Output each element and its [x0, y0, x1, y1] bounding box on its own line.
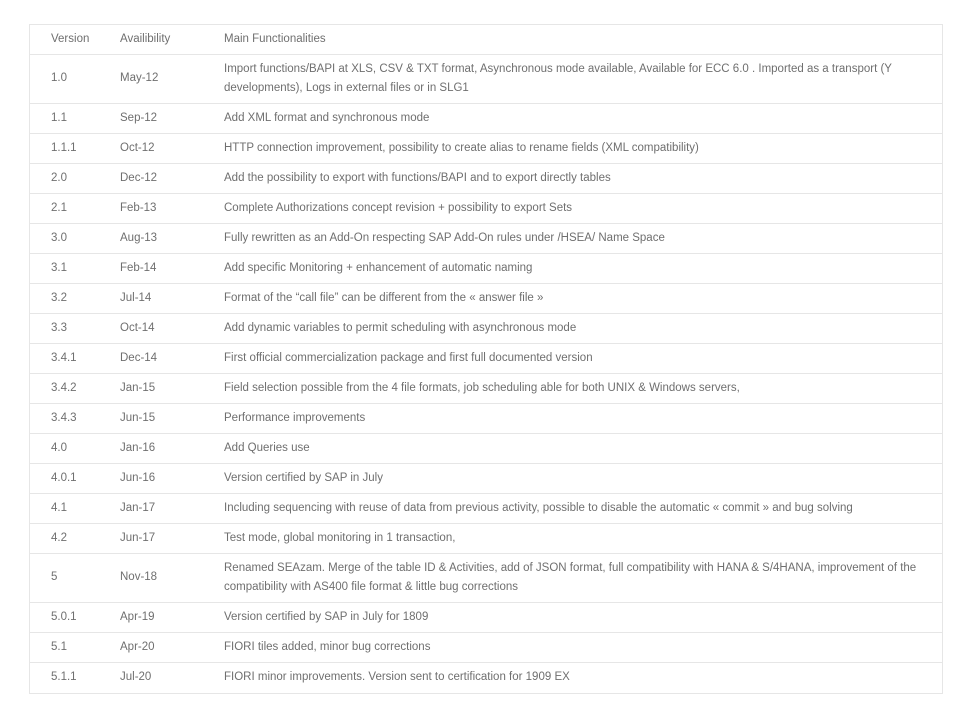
- header-availability: Availibility: [120, 32, 171, 45]
- cell-description: Add Queries use: [224, 434, 942, 464]
- table-row: [30, 404, 942, 434]
- cell-version: 5.1: [30, 633, 120, 663]
- header-version: Version: [51, 32, 90, 45]
- cell-description: Complete Authorizations concept revision + possibility to export Sets: [224, 194, 942, 224]
- cell-version: 3.1: [30, 254, 120, 284]
- cell-version: 5.1.1: [30, 663, 120, 693]
- table-row: [30, 603, 942, 633]
- cell-description: FIORI minor improvements. Version sent to certification for 1909 EX: [224, 663, 942, 693]
- cell-date: Apr-20: [120, 633, 224, 663]
- cell-description: Performance improvements: [224, 404, 942, 434]
- version-history-table: [29, 24, 943, 694]
- cell-date: Oct-12: [120, 134, 224, 164]
- table-row: [30, 554, 942, 603]
- cell-date: Jan-15: [120, 374, 224, 404]
- table-row: [30, 104, 942, 134]
- cell-version: 4.0: [30, 434, 120, 464]
- cell-date: Dec-14: [120, 344, 224, 374]
- cell-version: 2.0: [30, 164, 120, 194]
- cell-version: 1.1: [30, 104, 120, 134]
- cell-version: 5.0.1: [30, 603, 120, 633]
- cell-description: Add dynamic variables to permit scheduling with asynchronous mode: [224, 314, 942, 344]
- cell-date: Nov-18: [120, 554, 224, 603]
- cell-description: First official commercialization package and first full documented version: [224, 344, 942, 374]
- cell-date: Jun-15: [120, 404, 224, 434]
- table-row: [30, 374, 942, 404]
- table-body: [30, 55, 942, 693]
- cell-description: Format of the “call file” can be different from the « answer file »: [224, 284, 942, 314]
- header-functionalities: Main Functionalities: [224, 32, 326, 45]
- cell-description: Import functions/BAPI at XLS, CSV & TXT format, Asynchronous mode available, Available for ECC 6.0 . Imported as a transport (Y developments), Logs in external files or in SLG1: [224, 55, 942, 104]
- cell-date: Feb-13: [120, 194, 224, 224]
- table-row: [30, 194, 942, 224]
- cell-description: Version certified by SAP in July for 1809: [224, 603, 942, 633]
- cell-date: Dec-12: [120, 164, 224, 194]
- table-row: [30, 254, 942, 284]
- cell-description: Add the possibility to export with functions/BAPI and to export directly tables: [224, 164, 942, 194]
- cell-version: 3.0: [30, 224, 120, 254]
- cell-version: 1.0: [30, 55, 120, 104]
- table-row: [30, 224, 942, 254]
- cell-version: 4.1: [30, 494, 120, 524]
- table-row: [30, 494, 942, 524]
- cell-version: 3.4.2: [30, 374, 120, 404]
- cell-description: HTTP connection improvement, possibility to create alias to rename fields (XML compatibility): [224, 134, 942, 164]
- table-row: [30, 314, 942, 344]
- table: [30, 25, 942, 693]
- cell-version: 5: [30, 554, 120, 603]
- cell-description: Test mode, global monitoring in 1 transaction,: [224, 524, 942, 554]
- table-row: [30, 663, 942, 693]
- cell-version: 1.1.1: [30, 134, 120, 164]
- cell-date: Oct-14: [120, 314, 224, 344]
- cell-version: 3.3: [30, 314, 120, 344]
- cell-date: Jan-16: [120, 434, 224, 464]
- cell-description: FIORI tiles added, minor bug corrections: [224, 633, 942, 663]
- table-row: [30, 284, 942, 314]
- table-row: [30, 464, 942, 494]
- cell-version: 3.2: [30, 284, 120, 314]
- cell-date: Jan-17: [120, 494, 224, 524]
- cell-date: Feb-14: [120, 254, 224, 284]
- cell-version: 4.0.1: [30, 464, 120, 494]
- table-row: [30, 134, 942, 164]
- cell-description: Including sequencing with reuse of data from previous activity, possible to disable the automatic « commit » and bug solving: [224, 494, 942, 524]
- table-row: [30, 633, 942, 663]
- cell-description: Field selection possible from the 4 file formats, job scheduling able for both UNIX & Windows servers,: [224, 374, 942, 404]
- cell-date: Jun-17: [120, 524, 224, 554]
- table-row: [30, 434, 942, 464]
- table-header: [30, 25, 942, 55]
- cell-description: Add XML format and synchronous mode: [224, 104, 942, 134]
- table-row: [30, 524, 942, 554]
- table-row: [30, 344, 942, 374]
- cell-date: Jul-20: [120, 663, 224, 693]
- cell-description: Fully rewritten as an Add-On respecting SAP Add-On rules under /HSEA/ Name Space: [224, 224, 942, 254]
- cell-date: Apr-19: [120, 603, 224, 633]
- table-row: [30, 164, 942, 194]
- cell-date: Sep-12: [120, 104, 224, 134]
- cell-version: 3.4.3: [30, 404, 120, 434]
- header-row: [30, 25, 942, 55]
- cell-version: 2.1: [30, 194, 120, 224]
- cell-version: 3.4.1: [30, 344, 120, 374]
- cell-date: Aug-13: [120, 224, 224, 254]
- table-row: [30, 55, 942, 104]
- cell-description: Renamed SEAzam. Merge of the table ID & Activities, add of JSON format, full compatibility with HANA & S/4HANA, improvement of the compatibility with AS400 file format & little bug corrections: [224, 554, 942, 603]
- cell-version: 4.2: [30, 524, 120, 554]
- cell-description: Version certified by SAP in July: [224, 464, 942, 494]
- cell-description: Add specific Monitoring + enhancement of automatic naming: [224, 254, 942, 284]
- cell-date: Jun-16: [120, 464, 224, 494]
- cell-date: May-12: [120, 55, 224, 104]
- cell-date: Jul-14: [120, 284, 224, 314]
